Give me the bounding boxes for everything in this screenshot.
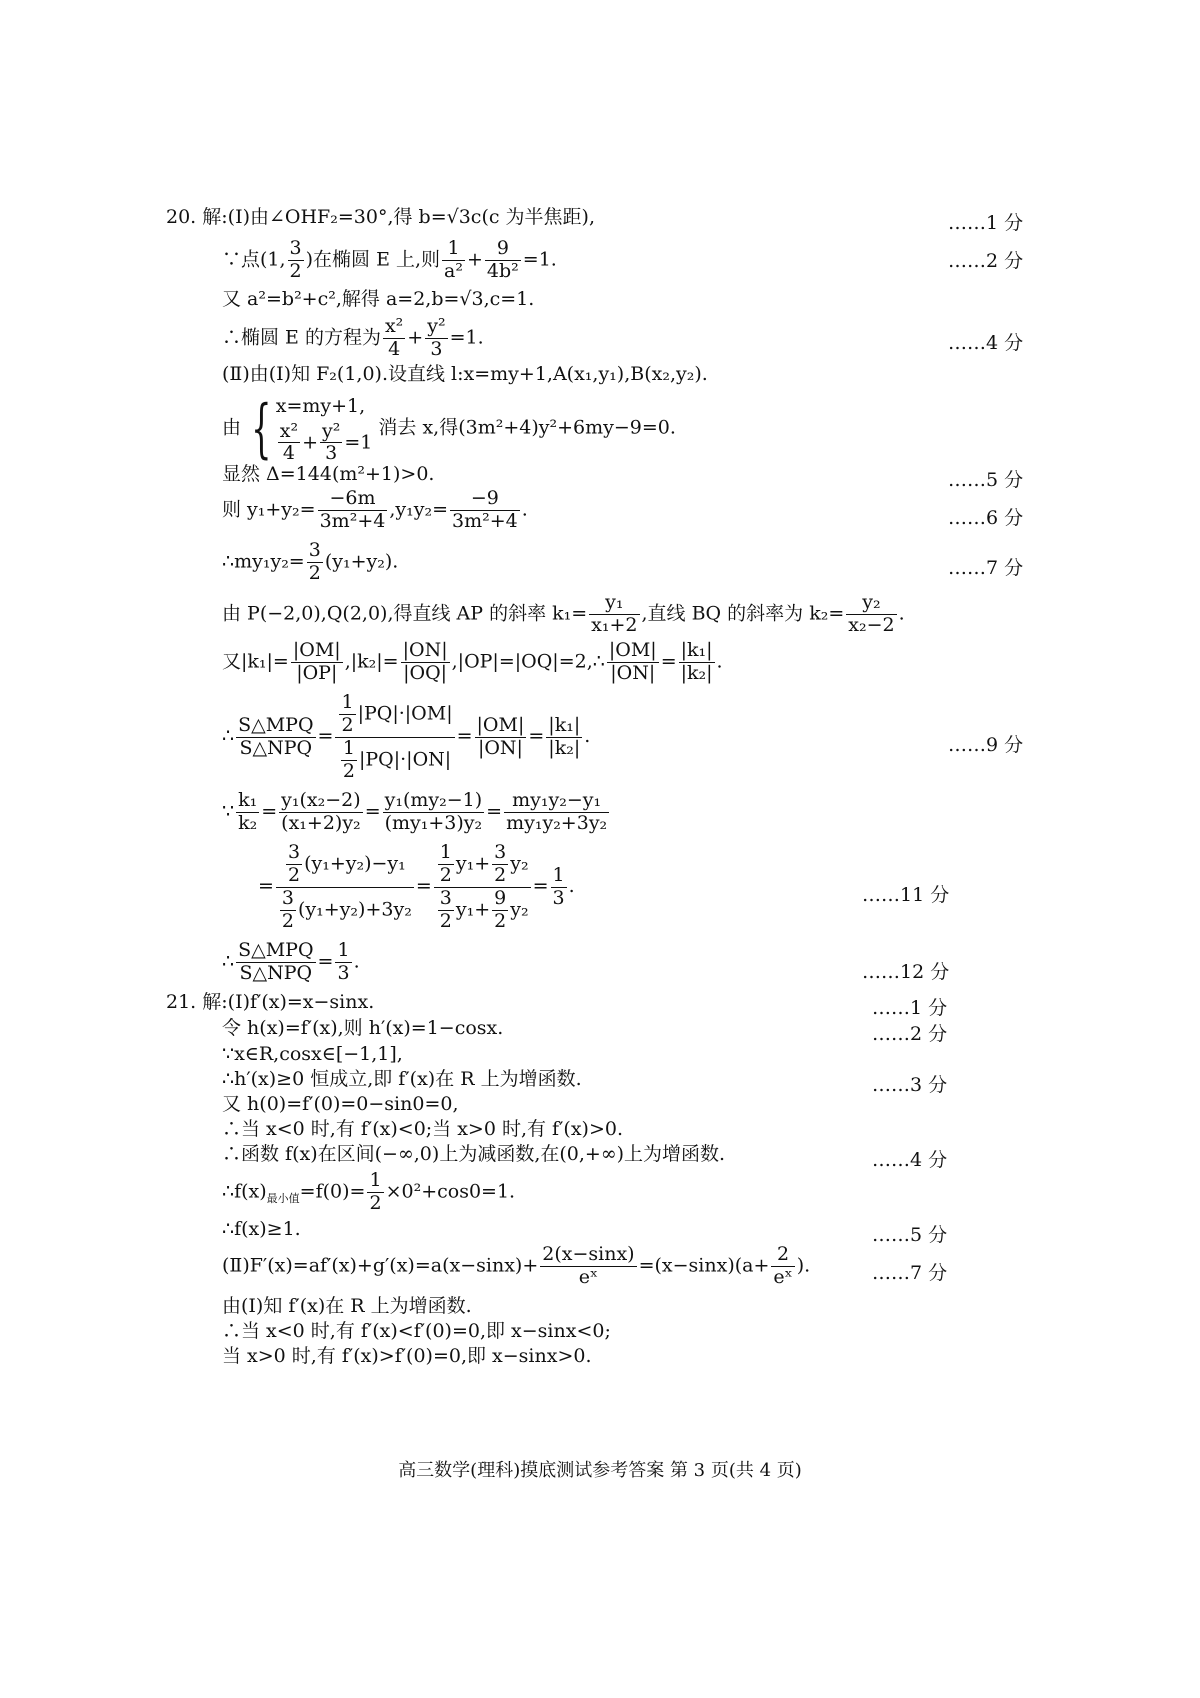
p20-score4: ……4 分 [948, 332, 1024, 354]
p20-line12: ∴ $\frac{\text{S△MPQ}}{\text{S△NPQ}}$ = $\frac{1}{2}$ |PQ|·|OM| $\frac{1}{2}$ |PQ|·|ON| = $\frac{|OM|}{|ON|}$ = $\frac{\text{|k₁|}}{\text{|k₂|}}$ . [222, 691, 591, 782]
p20-score9: ……9 分 [948, 734, 1024, 756]
p21-score7: ……7 分 [872, 1262, 948, 1284]
p21-line9: ∴f(x)≥1. [222, 1218, 301, 1240]
p20-score1: ……1 分 [948, 212, 1024, 234]
p20-line5: (Ⅱ)由(Ⅰ)知 F₂(1,0).设直线 l:x=my+1,A(x₁,y₁),B(x₂,y₂). [222, 363, 708, 385]
p20-line10: 由 P(−2,0),Q(2,0),得直线 AP 的斜率 k₁= $\frac{\text{y₁}}{\text{x₁+2}}$ ,直线 BQ 的斜率为 k₂= $\frac{\text{y₂}}{\text{x₂−2}}$ . [222, 591, 905, 636]
p21-score5: ……5 分 [872, 1224, 948, 1246]
p21-line1: 21. 解:(Ⅰ)f′(x)=x−sinx. [166, 991, 375, 1013]
p20-line13: ∵ $\frac{\text{k₁}}{\text{k₂}}$ = $\frac{\text{y₁(x₂−2)}}{\text{(x₁+2)y₂}}$ = $\frac{\text{y₁(my₂−1)}}{\text{(my₁+3)y₂}}$ = $\frac{\text{my₁y₂−y₁}}{\text{my₁y₂+3y₂}}$ [222, 789, 608, 834]
p21-score4: ……4 分 [872, 1149, 948, 1171]
p20-line15: ∴ $\frac{\text{S△MPQ}}{\text{S△NPQ}}$ = $\frac{1}{3}$ . [222, 939, 360, 984]
p20-line9: ∴my₁y₂= $\frac{3}{2}$ (y₁+y₂). [222, 539, 399, 584]
p21-line8: $\therefore f(x)_{最小值}=f(0)=$ $\frac{1}{2}$ ×0²+cos0=1. [222, 1169, 516, 1214]
p20-line11: 又|k₁|= $\frac{|OM|}{|OP|}$ ,|k₂|= $\frac{|ON|}{|OQ|}$ ,|OP|=|OQ|=2,∴ $\frac{|OM|}{|ON|}$ = $\frac{\text{|k₁|}}{\text{|k₂|}}$ . [222, 639, 723, 684]
p21-line11: 由(Ⅰ)知 f′(x)在 R 上为增函数. [222, 1295, 472, 1317]
p21-score1: ……1 分 [872, 997, 948, 1019]
p20-score11: ……11 分 [862, 884, 950, 906]
p20-line2: ∵点(1, $\frac{3}{2}$ )在椭圆 E 上,则 $\frac{1}{\text{a²}}$ + $\frac{9}{\text{4b²}}$ =1. [222, 237, 557, 282]
p20-score7: ……7 分 [948, 557, 1024, 579]
p20-line4: ∴椭圆 E 的方程为 $\frac{\text{x²}}{4}$ + $\frac{\text{y²}}{3}$ =1. [222, 315, 484, 360]
p20-score2: ……2 分 [948, 250, 1024, 272]
p21-line10: (Ⅱ)F′(x)=af′(x)+g′(x)=a(x−sinx)+ $\frac{2(x-\sin x)}{\text{eˣ}}$ =(x−sinx)(a+ $\frac{2}{\text{eˣ}}$ ). [222, 1243, 811, 1288]
p20-score5: ……5 分 [948, 469, 1024, 491]
p21-line6: ∴当 x<0 时,有 f′(x)<0;当 x>0 时,有 f′(x)>0. [222, 1118, 623, 1140]
p20-line14: = $\frac{3}{2}$ (y₁+y₂)−y₁ $\frac{3}{2}$ (y₁+y₂)+3y₂ = $\frac{1}{2}$ y₁+ $\frac{3}{2}$ y₂ $\frac{3}{2}$ y₁+ $\frac{9}{2}$ y₂ = $\frac{1}{3}$ . [258, 841, 575, 932]
p21-line2: 令 h(x)=f′(x),则 h′(x)=1−cosx. [222, 1017, 504, 1039]
p21-score2: ……2 分 [872, 1023, 948, 1045]
p20-score6: ……6 分 [948, 507, 1024, 529]
p20-line1: 20. 解:(Ⅰ)由∠OHF₂=30°,得 b=√3c(c 为半焦距), [166, 206, 595, 228]
p21-line7: ∴函数 f(x)在区间(−∞,0)上为减函数,在(0,+∞)上为增函数. [222, 1143, 726, 1165]
p21-line5: 又 h(0)=f′(0)=0−sin0=0, [222, 1093, 459, 1115]
p20-line6: 由 { x=my+1, $\frac{\text{x²}}{4}$ + $\frac{\text{y²}}{3}$ =1 消去 x,得(3m²+4)y²+6my−9=0. [222, 391, 676, 466]
p20-line7: 显然 Δ=144(m²+1)>0. [222, 463, 435, 485]
p20-line3: 又 a²=b²+c²,解得 a=2,b=√3,c=1. [222, 288, 535, 310]
p21-score3: ……3 分 [872, 1074, 948, 1096]
p20-line8: 则 y₁+y₂= $\frac{-6m}{\text{3m²+4}}$ ,y₁y₂= $\frac{-9}{\text{3m²+4}}$ . [222, 487, 528, 532]
page-footer: 高三数学(理科)摸底测试参考答案 第 3 页(共 4 页) [398, 1460, 802, 1481]
p21-line3: ∵x∈R,cosx∈[−1,1], [222, 1043, 403, 1065]
p21-line4: ∴h′(x)≥0 恒成立,即 f′(x)在 R 上为增函数. [222, 1068, 582, 1090]
p20-score12: ……12 分 [862, 961, 950, 983]
p21-line13: 当 x>0 时,有 f′(x)>f′(0)=0,即 x−sinx>0. [222, 1345, 592, 1367]
p21-line12: ∴当 x<0 时,有 f′(x)<f′(0)=0,即 x−sinx<0; [222, 1320, 611, 1342]
